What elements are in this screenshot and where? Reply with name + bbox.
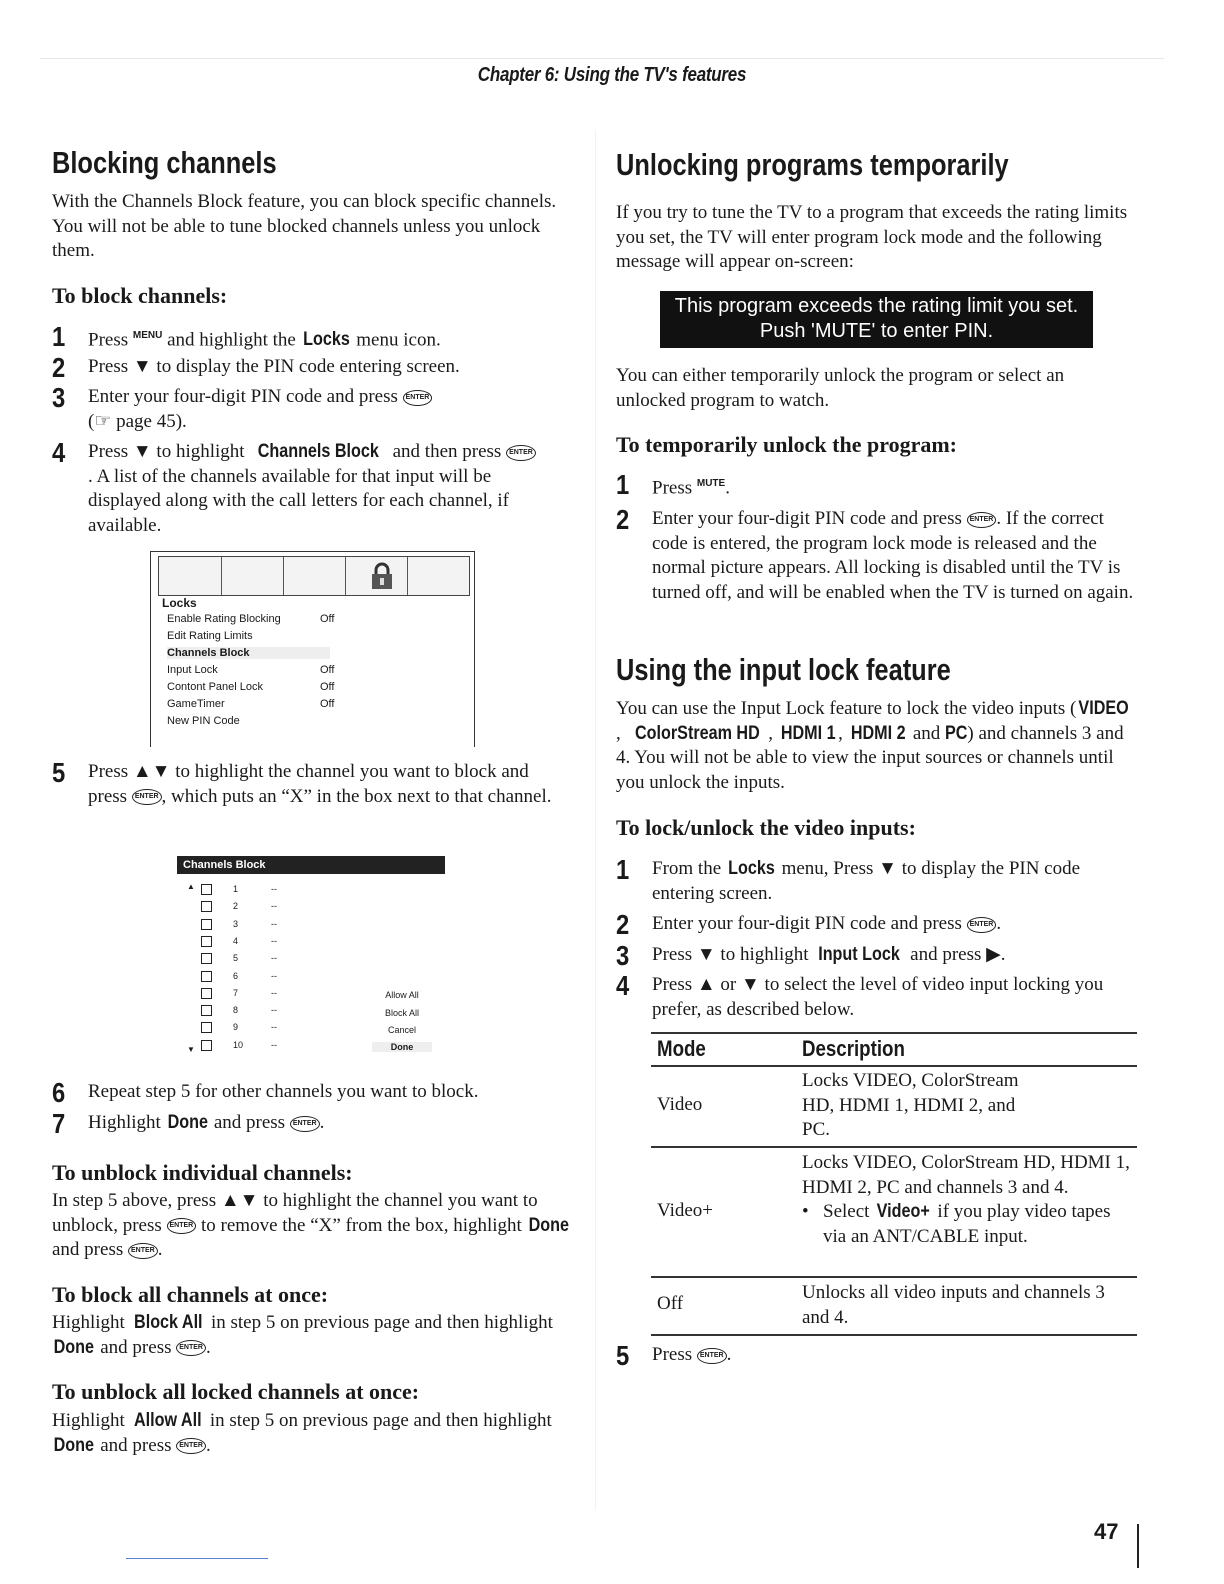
menu-item-value: Off [320,681,335,693]
enter-button-icon: ENTER [176,1340,206,1356]
table-row-desc: Locks VIDEO, ColorStream HD, HDMI 1, HDMI 2, and PC. [802,1070,1019,1140]
menu-item[interactable]: Enable Rating Blocking [167,613,281,625]
lock-icon [369,561,395,591]
table-row-desc: Locks VIDEO, ColorStream HD, HDMI 1, HDMI 2, PC and channels 3 and 4. • Select Video+ if you play video tapes via an ANT/CABLE input. [802,1152,1130,1247]
channel-number: 3 [233,918,239,929]
channel-call-letters: -- [271,1005,277,1016]
cancel-option[interactable]: Cancel [387,1025,416,1035]
enter-button-icon: ENTER [967,917,997,933]
channel-checkbox[interactable] [201,953,212,964]
menu-item[interactable]: Contont Panel Lock [167,681,264,693]
channel-call-letters: -- [271,953,277,964]
channel-number: 5 [233,953,239,964]
channels-block-header: Channels Block [177,856,445,874]
menu-item-selected[interactable]: Channels Block [167,647,330,659]
subhead-unblock-individual: To unblock individual channels: [52,1160,353,1185]
subhead-block-channels: To block channels: [52,283,228,308]
menu-item-value: Off [320,613,335,625]
locks-menu-title: Locks [162,596,197,610]
channel-checkbox[interactable] [201,901,212,912]
enter-button-icon: ENTER [967,512,997,528]
table-row-mode: Video [657,1094,703,1115]
channel-call-letters: -- [271,918,277,929]
channel-checkbox[interactable] [201,1022,212,1033]
allow-all-option[interactable]: Allow All [385,990,419,1000]
enter-button-icon: ENTER [128,1243,158,1259]
menu-item-value: Off [320,664,335,676]
channel-call-letters: -- [271,935,277,946]
unblock-individual-text: In step 5 above, press ▲▼ to highlight the channel you want to unblock, press ENTER to remove the “X” from the box, highlight Done and press ENTER . [52,1190,569,1260]
done-option[interactable]: Done [372,1042,432,1052]
page-number: 47 [1094,1519,1119,1544]
channel-call-letters: -- [271,970,277,981]
channel-call-letters: -- [271,901,277,912]
scroll-up-arrow-icon[interactable]: ▲ [187,882,195,891]
chapter-header: Chapter 6: Using the TV's features [477,64,747,86]
enter-button-icon: ENTER [506,445,536,461]
menu-item[interactable]: New PIN Code [167,715,240,727]
rating-limit-message: This program exceeds the rating limit you set. Push 'MUTE' to enter PIN. [660,291,1093,348]
table-header-description: Description [802,1036,905,1061]
menu-item-value: Off [320,698,335,710]
enter-button-icon: ENTER [132,789,162,805]
menu-item[interactable]: Input Lock [167,664,218,676]
unlocking-after: You can either temporarily unlock the program or select an unlocked program to watch. [616,365,1065,411]
channel-number: 7 [233,987,239,998]
scroll-down-arrow-icon[interactable]: ▼ [187,1045,195,1054]
unblock-all-text: Highlight Allow All in step 5 on previous page and then highlight Done and press ENTER . [52,1410,552,1456]
channel-call-letters: -- [271,1022,277,1033]
channel-checkbox[interactable] [201,884,212,895]
footer-rule [126,1558,268,1559]
menu-button-icon: MENU [132,330,163,341]
subhead-block-all: To block all channels at once: [52,1282,329,1307]
channel-checkbox[interactable] [201,988,212,999]
table-row-mode: Off [657,1293,684,1314]
blocking-intro: With the Channels Block feature, you can block specific channels. You will not be able to tune blocked channels unless you unlock them. [52,191,557,261]
column-divider [595,130,596,1510]
enter-button-icon: ENTER [403,390,433,406]
section-title-blocking: Blocking channels [52,145,277,180]
channel-checkbox[interactable] [201,1040,212,1051]
enter-button-icon: ENTER [176,1438,206,1454]
subhead-unblock-all: To unblock all locked channels at once: [52,1379,420,1404]
menu-item[interactable]: GameTimer [167,698,225,710]
section-title-input-lock: Using the input lock feature [616,652,951,687]
menu-item[interactable]: Edit Rating Limits [167,630,253,642]
subhead-temp-unlock: To temporarily unlock the program: [616,432,957,457]
channel-number: 10 [233,1039,244,1050]
channel-number: 6 [233,970,239,981]
channel-number: 8 [233,1005,239,1016]
channel-checkbox[interactable] [201,1005,212,1016]
table-row-desc: Unlocks all video inputs and channels 3 and 4. [802,1282,1105,1328]
header-rule [40,58,1164,59]
channel-number: 9 [233,1022,239,1033]
enter-button-icon: ENTER [697,1348,727,1364]
input-lock-intro: You can use the Input Lock feature to lock the video inputs ( VIDEO, ColorStream HD , HDMI 1 , HDMI 2 and PC) and channels 3 and 4. You will not be able to view the input sources or channels until you unlock the inputs. [616,698,1129,793]
channel-checkbox[interactable] [201,919,212,930]
channel-checkbox[interactable] [201,971,212,982]
channel-number: 4 [233,935,239,946]
block-all-option[interactable]: Block All [384,1008,419,1018]
locks-menu-iconbar [158,556,470,596]
channel-number: 1 [233,884,239,894]
enter-button-icon: ENTER [290,1116,320,1132]
table-row-mode: Video+ [657,1200,714,1221]
section-title-unlocking: Unlocking programs temporarily [616,147,1009,182]
channel-call-letters: -- [271,884,277,894]
channel-call-letters: -- [271,987,277,998]
table-header-mode: Mode [657,1036,706,1061]
channel-call-letters: -- [271,1039,277,1050]
enter-button-icon: ENTER [167,1218,197,1234]
subhead-lock-inputs: To lock/unlock the video inputs: [616,815,916,840]
mute-button-icon: MUTE [696,478,726,489]
unlocking-intro: If you try to tune the TV to a program that exceeds the rating limits you set, the TV will enter program lock mode and the following message will appear on-screen: [616,202,1128,272]
channel-number: 2 [233,901,239,912]
channel-checkbox[interactable] [201,936,212,947]
block-all-text: Highlight Block All in step 5 on previous page and then highlight Done and press ENTER . [52,1312,553,1358]
page-number-rule [1137,1524,1139,1568]
